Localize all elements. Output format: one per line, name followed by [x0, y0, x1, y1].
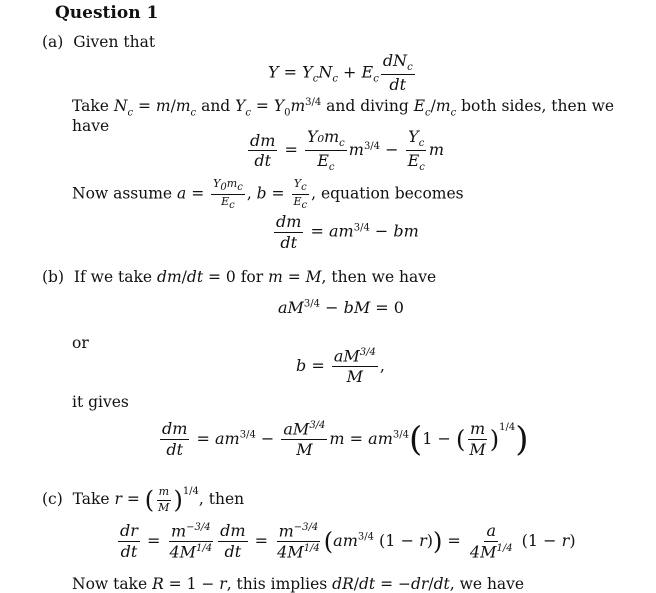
assume-line: Now assume a = $\frac{Y_0m_c}{E_c}$ , b = $\frac{Y_c}{E_c}$ , equation becomes	[72, 177, 464, 212]
part-b-line: (b) If we take dm/dt = 0 for m = M, then we have	[42, 268, 437, 286]
equation-3: $\frac{dm}{dt}$ = $am^{3/4}$ − bm	[276, 212, 419, 252]
equation-7: $\frac{dr}{dt}$ = $\frac{m^{-3/4}}{4M^{1/4}}$ $\frac{dm}{dt}$ = $\frac{m^{-3/4}}{4M^{1/4}}$ ($am^{3/4}$ (1 − r)) = $\frac{a}{4M^{1/4}}$ (1 − r)	[120, 521, 576, 562]
or-text: or	[72, 334, 89, 352]
equation-5: b = $\frac{aM^{3/4}}{M}$ ,	[296, 346, 385, 386]
equation-2: $\frac{dm}{dt}$ = $\frac{Y_0m_c}{E_c}$ $m^{3/4}$ − $\frac{Y_c}{E_c}$ m	[250, 127, 445, 174]
take-line: Take $N_c = m/m_c$ and $Y_c = Y_0m^{3/4}$ and diving $E_c/m_c$ both sides, then we	[72, 97, 615, 119]
part-c-line: (c) Take r = ( $\frac{m}{M}$ )$^{1/4}$, then	[42, 485, 245, 514]
gives-text: it gives	[72, 393, 129, 411]
part-a-label: (a) Given that	[42, 33, 156, 51]
have-text: have	[72, 117, 110, 135]
question-title: Question 1	[55, 3, 159, 23]
last-line: Now take R = 1 − r, this implies dR/dt = −dr/dt, we have	[72, 575, 525, 593]
equation-1: $Y = Y_cN_c + E_c$ $\frac{dN_c}{dt}$	[268, 51, 413, 95]
equation-4: $aM^{3/4}$ − bM = 0	[278, 298, 404, 317]
equation-6: $\frac{dm}{dt}$ = $am^{3/4}$ − $\frac{aM^{3/4}}{M}$ $m = am^{3/4}(1$ − ( $\frac{m}{M}$ )$^{1/4}$)	[162, 419, 529, 460]
